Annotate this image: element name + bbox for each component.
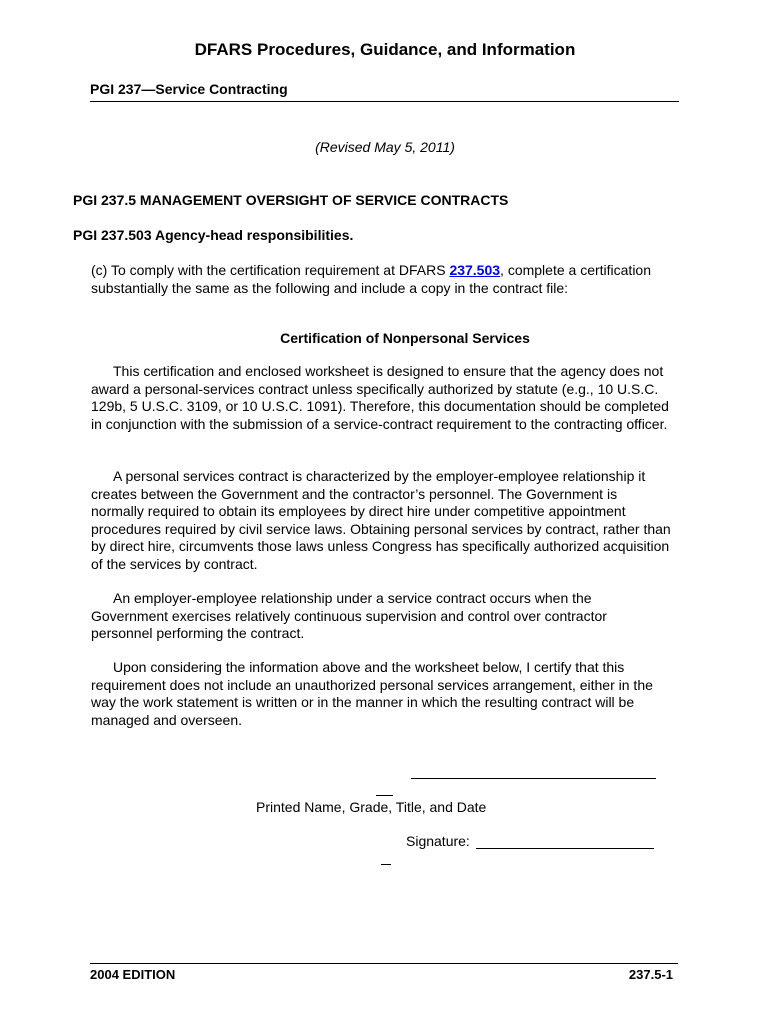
paragraph-relationship: An employer-employee relationship under a service contract occurs when the Government exercises relatively continuous supervision and control over contractor personnel performing the contract. (91, 590, 607, 642)
certification-title: Certification of Nonpersonal Services (280, 330, 530, 346)
footer-edition: 2004 EDITION (90, 967, 176, 982)
paragraph-definition: A personal services contract is characterized by the employer-employee relationship it creates between the Government and the contractor’s personnel. The Government is normally required to obtain its employees by direct hire under competitive appointment procedures required by civil service laws. Obtaining personal services by contract, rather than by direct hire, circumvents those laws unless Congress has specifically authorized acquisition of the services by contract. (91, 468, 671, 572)
signature-line[interactable] (476, 848, 654, 849)
document-title: DFARS Procedures, Guidance, and Information (194, 40, 576, 59)
printed-name-line[interactable] (411, 778, 656, 779)
printed-name-label: Printed Name, Grade, Title, and Date (256, 799, 487, 815)
printed-name-line-tail (376, 795, 393, 796)
section-heading: PGI 237.5 MANAGEMENT OVERSIGHT OF SERVICE CONTRACTS (73, 192, 509, 208)
signature-label: Signature: (406, 833, 470, 849)
dfars-237-503-link[interactable]: 237.503 (449, 262, 501, 278)
intro-text-after: , complete a certification substantially the same as the following and include a copy in the contract file: (91, 262, 652, 296)
subsection-heading: PGI 237.503 Agency-head responsibilities. (73, 227, 354, 243)
intro-paragraph (91, 262, 671, 297)
paragraph-purpose: This certification and enclosed worksheet is designed to ensure that the agency does not award a personal-services contract unless specifically authorized by statute (e.g., 10 U.S.C. 129b, 5 U.S.C. 3109, or 10 U.S.C. 1091). Therefore, this documentation should be completed in conjunction with the submission of a service-contract requirement to the contracting officer. (91, 363, 669, 432)
footer-rule (90, 963, 678, 964)
intro-text-before: (c) To comply with the certification requirement at DFARS (91, 262, 450, 278)
revised-date: (Revised May 5, 2011) (315, 139, 455, 155)
paragraph-certification: Upon considering the information above and the worksheet below, I certify that this requirement does not include an unauthorized personal services arrangement, either in the way the work statement is written or in the manner in which the resulting contract will be managed and overseen. (91, 659, 653, 728)
part-heading: PGI 237—Service Contracting (90, 81, 679, 102)
footer-page-number: 237.5-1 (628, 967, 673, 982)
signature-line-tail (381, 864, 391, 865)
